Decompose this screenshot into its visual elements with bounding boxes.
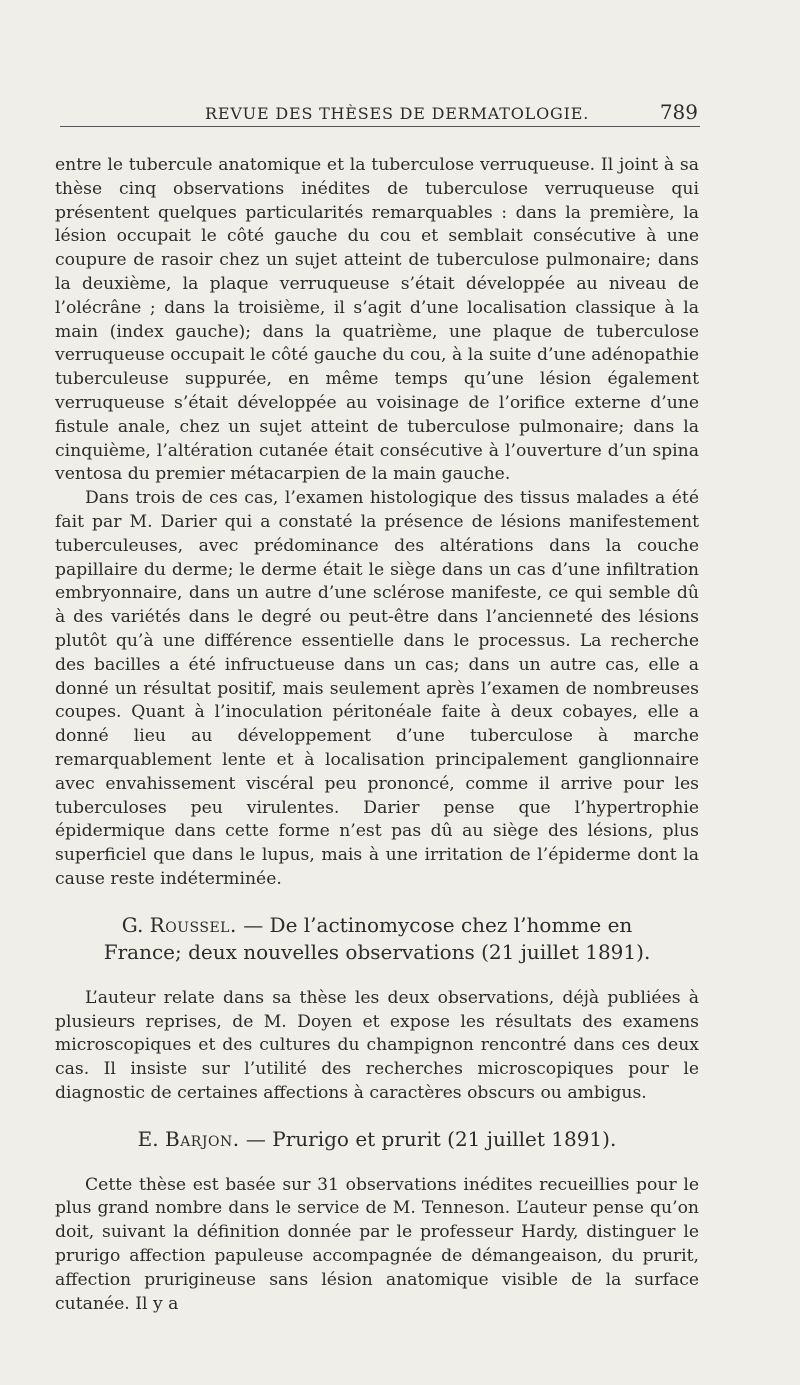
- section-heading-roussel: [95, 912, 659, 966]
- continuation-paragraph: entre le tubercule anatomique et la tuberculose verruqueuse. Il joint à sa thèse cinq observations inédites de tuberculose verruqueuse qui présentent quelques particularités remarquables : dans la première, la lésion occupait le côté gauche du cou et semblait consécutive à une coupure de rasoir chez un sujet atteint de tuberculose pulmonaire; dans la deuxième, la plaque verruqueuse s’était développée au niveau de l’olécrâne ; dans la troisième, il s’agit d’une localisation classique à la main (index gauche); dans la quatrième, une plaque de tuberculose verruqueuse occupait le côté gauche du cou, à la suite d’une adénopathie tuberculeuse suppurée, en même temps qu’une lésion également verruqueuse s’était développée au voisinage de l’orifice externe d’une fistule anale, chez un sujet atteint de tuberculose pulmonaire; dans la cinquième, l’altération cutanée était consécutive à l’ouverture d’un spina ventosa du premier métacarpien de la main gauche.: [55, 155, 699, 485]
- section-heading-barjon: [55, 1126, 699, 1153]
- histology-paragraph: Dans trois de ces cas, l’examen histologique des tissus malades a été fait par M. Darier qui a constaté la présence de lésions manifestement tuberculeuses, avec prédominance des altérations dans la couche papillaire du derme; le derme était le siège dans un cas d’une infiltration embryonnaire, dans un autre d’une sclérose manifeste, ce qui semble dû à des variétés dans le degré ou peut-être dans l’ancienneté des lésions plutôt qu’à une différence essentielle dans le processus. La recherche des bacilles a été infructueuse dans un cas; dans un autre cas, elle a donné un résultat positif, mais seulement après l’examen de nombreuses coupes. Quant à l’inoculation péritonéale faite à deux cobayes, elle a donné lieu au développement d’une tuberculose à marche remarquablement lente et à localisation principalement ganglionnaire avec envahissement viscéral peu prononcé, comme il arrive pour les tuberculoses peu virulentes. Darier pense que l’hypertrophie épidermique dans cette forme n’est pas dû au siège des lésions, plus superficiel que dans le lupus, mais à une irritation de l’épiderme dont la cause reste indéterminée.: [55, 488, 699, 889]
- author-initial: E.: [137, 1126, 159, 1151]
- thesis-title: — De l’actinomycose chez l’homme en France; deux nouvelles observations (21 juillet 1891).: [103, 912, 651, 964]
- barjon-summary: Cette thèse est basée sur 31 observations inédites recueillies pour le plus grand nombre dans le service de M. Tenneson. L’auteur pense qu’on doit, suivant la définition donnée par le professeur Hardy, distinguer le prurigo affection papuleuse accompagnée de démangeaison, du prurit, affection prurigineuse sans lésion anatomique visible de la surface cutanée. Il y a: [55, 1174, 699, 1314]
- author-name: Barjon.: [165, 1126, 240, 1151]
- running-title: REVUE DES THÈSES DE DERMATOLOGIE.: [205, 104, 590, 123]
- thesis-title: — Prurigo et prurit (21 juillet 1891).: [245, 1126, 617, 1151]
- running-header: [60, 100, 700, 127]
- roussel-summary: L’auteur relate dans sa thèse les deux observations, déjà publiées à plusieurs reprises, de M. Doyen et expose les résultats des examens microscopiques et des cultures du champignon rencontré dans ces deux cas. Il insiste sur l’utilité des recherches microscopiques pour le diagnostic de certaines affections à caractères obscurs ou ambigus.: [55, 987, 699, 1103]
- author-name: Roussel.: [149, 912, 237, 937]
- page-number: 789: [659, 100, 698, 124]
- author-initial: G.: [121, 912, 144, 937]
- body-text: [55, 154, 699, 1316]
